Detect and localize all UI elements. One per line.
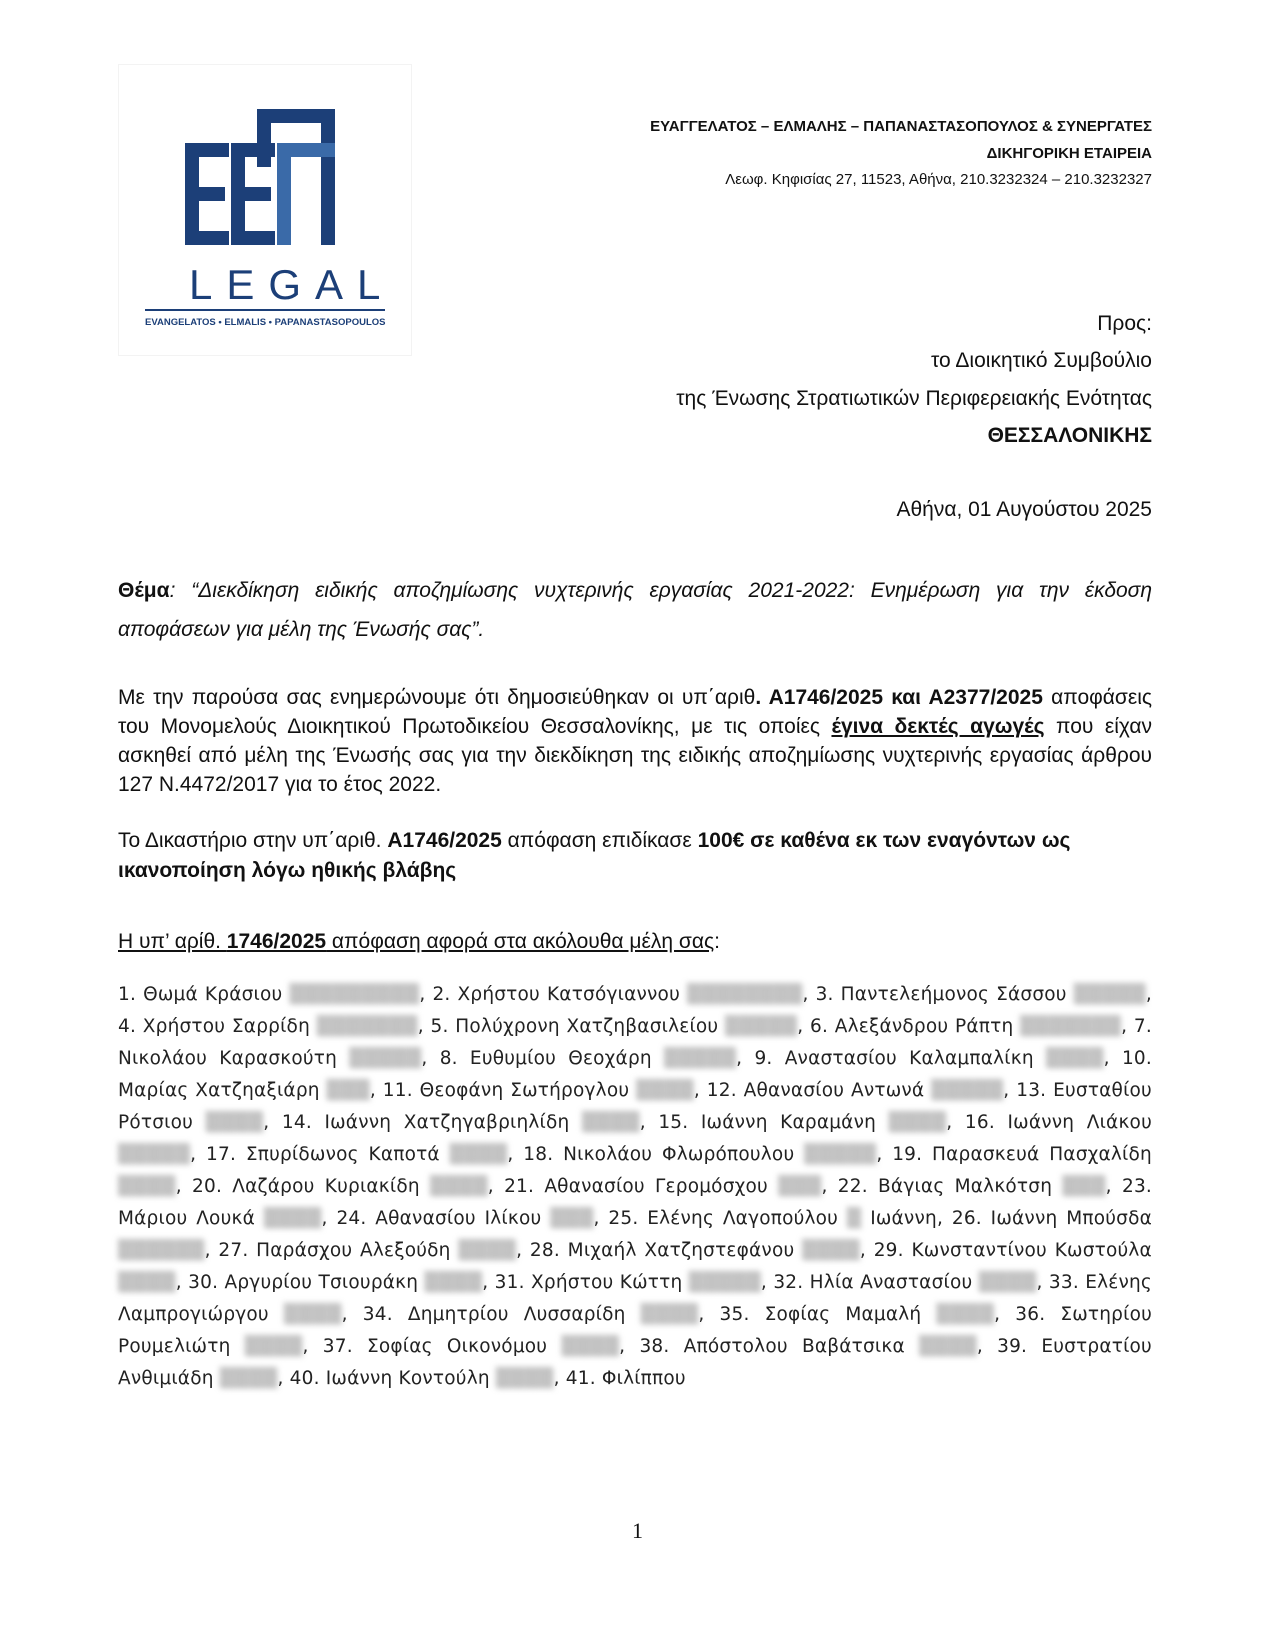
list-item: 23. Μάριου Λουκά <box>118 1176 1152 1229</box>
para2-text-c: απόφαση επιδίκασε <box>501 829 698 852</box>
list-item: 16. Ιωάννη Λιάκου <box>964 1112 1152 1133</box>
list-item: 19. Παρασκευά Πασχαλίδη <box>892 1144 1152 1165</box>
list-item: 30. Αργυρίου Τσιουράκη <box>188 1272 419 1293</box>
heading-text-c: απόφαση αφορά στα ακόλουθα μέλη σας <box>326 930 715 953</box>
list-item: 31. Χρήστου Κώττη <box>494 1272 683 1293</box>
list-item: 15. Ιωάννη Καραμάνη <box>658 1112 877 1133</box>
para1-text-a: Με την παρούσα σας ενημερώνουμε ότι δημοσιεύθηκαν οι υπ΄αριθ <box>118 686 756 709</box>
paragraph-2 <box>118 826 1078 886</box>
list-item: 39. Ευστρατίου Ανθιμιάδη <box>118 1336 1152 1389</box>
list-item: 6. Αλεξάνδρου Ράπτη <box>810 1016 1014 1037</box>
list-item: 17. Σπυρίδωνος Καποτά <box>206 1144 440 1165</box>
heading-colon: : <box>714 930 720 953</box>
subject <box>118 571 1152 649</box>
logo-subline: EVANGELATOS • ELMALIS • PAPANASTASOPOULOS <box>145 317 386 328</box>
list-item: 25. Ελένης Λαγοπούλου <box>608 1208 839 1229</box>
list-item: 14. Ιωάννη Χατζηγαβριηλίδη <box>281 1112 570 1133</box>
list-item: 24. Αθανασίου Ιλίκου <box>336 1208 542 1229</box>
letter-date: Αθήνα, 01 Αυγούστου 2025 <box>896 498 1152 521</box>
list-item: 3. Παντελεήμονος Σάσσου <box>815 984 1067 1005</box>
list-item: 7. Νικολάου Καρασκούτη <box>118 1016 1152 1069</box>
list-item: 36. Σωτηρίου Ρουμελιώτη <box>118 1304 1153 1357</box>
list-item: 29. Κωνσταντίνου Κωστούλα <box>873 1240 1152 1261</box>
list-item: 5. Πολύχρονη Χατζηβασιλείου <box>430 1016 719 1037</box>
paragraph-1 <box>118 683 1152 799</box>
recipient-to: Προς: <box>1097 312 1152 335</box>
para1-text-c: αποφάσεις του Μονομελούς Διοικητικού Πρωτοδικείου Θεσσαλονίκης, με τις οποίες <box>118 686 1152 738</box>
list-item: 9. Αναστασίου Καλαμπαλίκη <box>754 1048 1034 1069</box>
recipient-line2: της Ένωσης Στρατιωτικών Περιφερειακής Ενότητας <box>676 387 1152 410</box>
section-heading <box>118 926 1152 958</box>
list-item: 11. Θεοφάνη Σωτήρογλου <box>382 1080 630 1101</box>
firm-type: ΔΙΚΗΓΟΡΙΚΗ ΕΤΑΙΡΕΙΑ <box>986 145 1152 162</box>
list-item: 34. Δημητρίου Λυσσαρίδη <box>362 1304 626 1325</box>
list-item: 13. Ευσταθίου Ρότσιου <box>118 1080 1152 1133</box>
logo-wordmark: LEGAL <box>189 261 395 308</box>
para2-decision: Α1746/2025 <box>387 829 502 852</box>
list-item: 38. Απόστολου Βαβάτσικα <box>639 1336 905 1357</box>
list-item: 27. Παράσχου Αλεξούδη <box>218 1240 451 1261</box>
page-number: 1 <box>632 1518 643 1543</box>
para2-award: 100€ σε καθένα εκ των εναγόντων ως ικανοποίηση λόγω ηθικής βλάβης <box>118 829 1071 882</box>
para1-accepted: έγινα δεκτές αγωγές <box>831 715 1045 738</box>
list-item: 28. Μιχαήλ Χατζηστεφάνου <box>529 1240 795 1261</box>
list-item: 40. Ιωάννη Κοντούλη <box>289 1368 490 1389</box>
list-item: 12. Αθανασίου Αντωνά <box>706 1080 925 1101</box>
firm-address: Λεωφ. Κηφισίας 27, 11523, Αθήνα, 210.3232324 – 210.3232327 <box>725 171 1152 188</box>
list-item: 10. Μαρίας Χατζηαξιάρη <box>118 1048 1152 1101</box>
para2-text-a: Το Δικαστήριο στην υπ΄αριθ. <box>118 829 388 852</box>
list-item: 33. Ελένης Λαμπρογιώργου <box>118 1272 1152 1325</box>
firm-logo <box>118 64 412 356</box>
heading-text-a: Η υπ’ αρίθ. <box>118 930 227 953</box>
list-item: 4. Χρήστου Σαρρίδη <box>118 1016 310 1037</box>
list-item: 22. Βάγιας Μαλκότση <box>837 1176 1053 1197</box>
list-item: Ιωάννη <box>870 1208 937 1229</box>
list-item: 20. Λαζάρου Κυριακίδη <box>192 1176 420 1197</box>
members-list: 1. Θωμά Κράσιου ▒▒▒▒▒▒▒▒▒, 2. Χρήστου Κατσόγιαννου ▒▒▒▒▒▒▒▒, 3. Παντελεήμονος Σάσσου ▒▒▒▒▒, 4. Χρήστου Σαρρίδη ▒▒▒▒▒▒▒, 5. Πολύχρονη Χατζηβασιλείου ▒▒▒▒▒, 6. Αλεξάνδρου Ράπτη ▒▒▒▒▒▒▒, 7. Νικολάου Καρασκούτη ▒▒▒▒▒, 8. Ευθυμίου Θεοχάρη ▒▒▒▒▒, 9. Αναστασίου Καλαμπαλίκη ▒▒▒▒, 10. Μαρίας Χατζηαξιάρη ▒▒▒, 11. Θεοφάνη Σωτήρογλου ▒▒▒▒, 12. Αθανασίου Αντωνά ▒▒▒▒▒, 13. Ευσταθίου Ρότσιου ▒▒▒▒, 14. Ιωάννη Χατζηγαβριηλίδη ▒▒▒▒, 15. Ιωάννη Καραμάνη ▒▒▒▒, 16. Ιωάννη Λιάκου ▒▒▒▒▒, 17. Σπυρίδωνος Καποτά ▒▒▒▒, 18. Νικολάου Φλωρόπουλου ▒▒▒▒▒, 19. Παρασκευά Πασχαλίδη ▒▒▒▒, 20. Λαζάρου Κυριακίδη ▒▒▒▒, 21. Αθανασίου Γερομόσχου ▒▒▒, 22. Βάγιας Μαλκότση ▒▒▒, 23. Μάριου Λουκά ▒▒▒▒, 24. Αθανασίου Ιλίκου ▒▒▒, 25. Ελένης Λαγοπούλου ▒ Ιωάννη, 26. Ιωάννη Μπούσδα ▒▒▒▒▒▒, 27. Παράσχου Αλεξούδη ▒▒▒▒, 28. Μιχαήλ Χατζηστεφάνου ▒▒▒▒, 29. Κωνσταντίνου Κωστούλα ▒▒▒▒, 30. Αργυρίου Τσιουράκη ▒▒▒▒, 31. Χρήστου Κώττη ▒▒▒▒▒, 32. Ηλία Αναστασίου ▒▒▒▒, 33. Ελένης Λαμπρογιώργου ▒▒▒▒, 34. Δημητρίου Λυσσαρίδη ▒▒▒▒, 35. Σοφίας Μαμαλή ▒▒▒▒, 36. Σωτηρίου Ρουμελιώτη ▒▒▒▒, 37. Σοφίας Οικονόμου ▒▒▒▒, 38. Απόστολου Βαβάτσικα ▒▒▒▒, 39. Ευστρατίου Ανθιμιάδη ▒▒▒▒, 40. Ιωάννη Κοντούλη ▒▒▒▒, 41. Φιλίππου <box>118 984 1153 1389</box>
list-item: 18. Νικολάου Φλωρόπουλου <box>523 1144 795 1165</box>
logo-divider <box>145 309 385 311</box>
subject-label: Θέμα <box>118 579 170 602</box>
para1-decisions: . Α1746/2025 και Α2377/2025 <box>755 686 1043 709</box>
logo-mark-icon <box>119 65 411 265</box>
list-item: 21. Αθανασίου Γερομόσχου <box>504 1176 768 1197</box>
list-item: 41. Φιλίππου <box>565 1368 686 1389</box>
heading-decision: 1746/2025 <box>226 930 327 953</box>
subject-text: : “Διεκδίκηση ειδικής αποζημίωσης νυχτερινής εργασίας 2021-2022: Ενημέρωση για την έκδοση αποφάσεων για μέλη της Ένωσής σας”. <box>118 579 1152 641</box>
list-item: 32. Ηλία Αναστασίου <box>773 1272 973 1293</box>
list-item: 37. Σοφίας Οικονόμου <box>322 1336 548 1357</box>
recipient-line1: το Διοικητικό Συμβούλιο <box>931 349 1152 372</box>
firm-name: ΕΥΑΓΓΕΛΑΤΟΣ – ΕΛΜΑΛΗΣ – ΠΑΠΑΝΑΣΤΑΣΟΠΟΥΛΟΣ & ΣΥΝΕΡΓΑΤΕΣ <box>650 118 1152 135</box>
recipient-line3: ΘΕΣΣΑΛΟΝΙΚΗΣ <box>987 424 1152 447</box>
list-item: 1. Θωμά Κράσιου <box>118 984 283 1005</box>
list-item: 35. Σοφίας Μαμαλή <box>719 1304 922 1325</box>
list-item: 26. Ιωάννη Μπούσδα <box>951 1208 1152 1229</box>
list-item: 2. Χρήστου Κατσόγιαννου <box>432 984 680 1005</box>
list-item: 8. Ευθυμίου Θεοχάρη <box>439 1048 652 1069</box>
para1-text-e: που είχαν ασκηθεί από μέλη της Ένωσής σας για την διεκδίκηση της ειδικής αποζημίωσης νυχτερινής εργασίας άρθρου 127 Ν.4472/2017 για το έτος 2022. <box>118 715 1153 796</box>
